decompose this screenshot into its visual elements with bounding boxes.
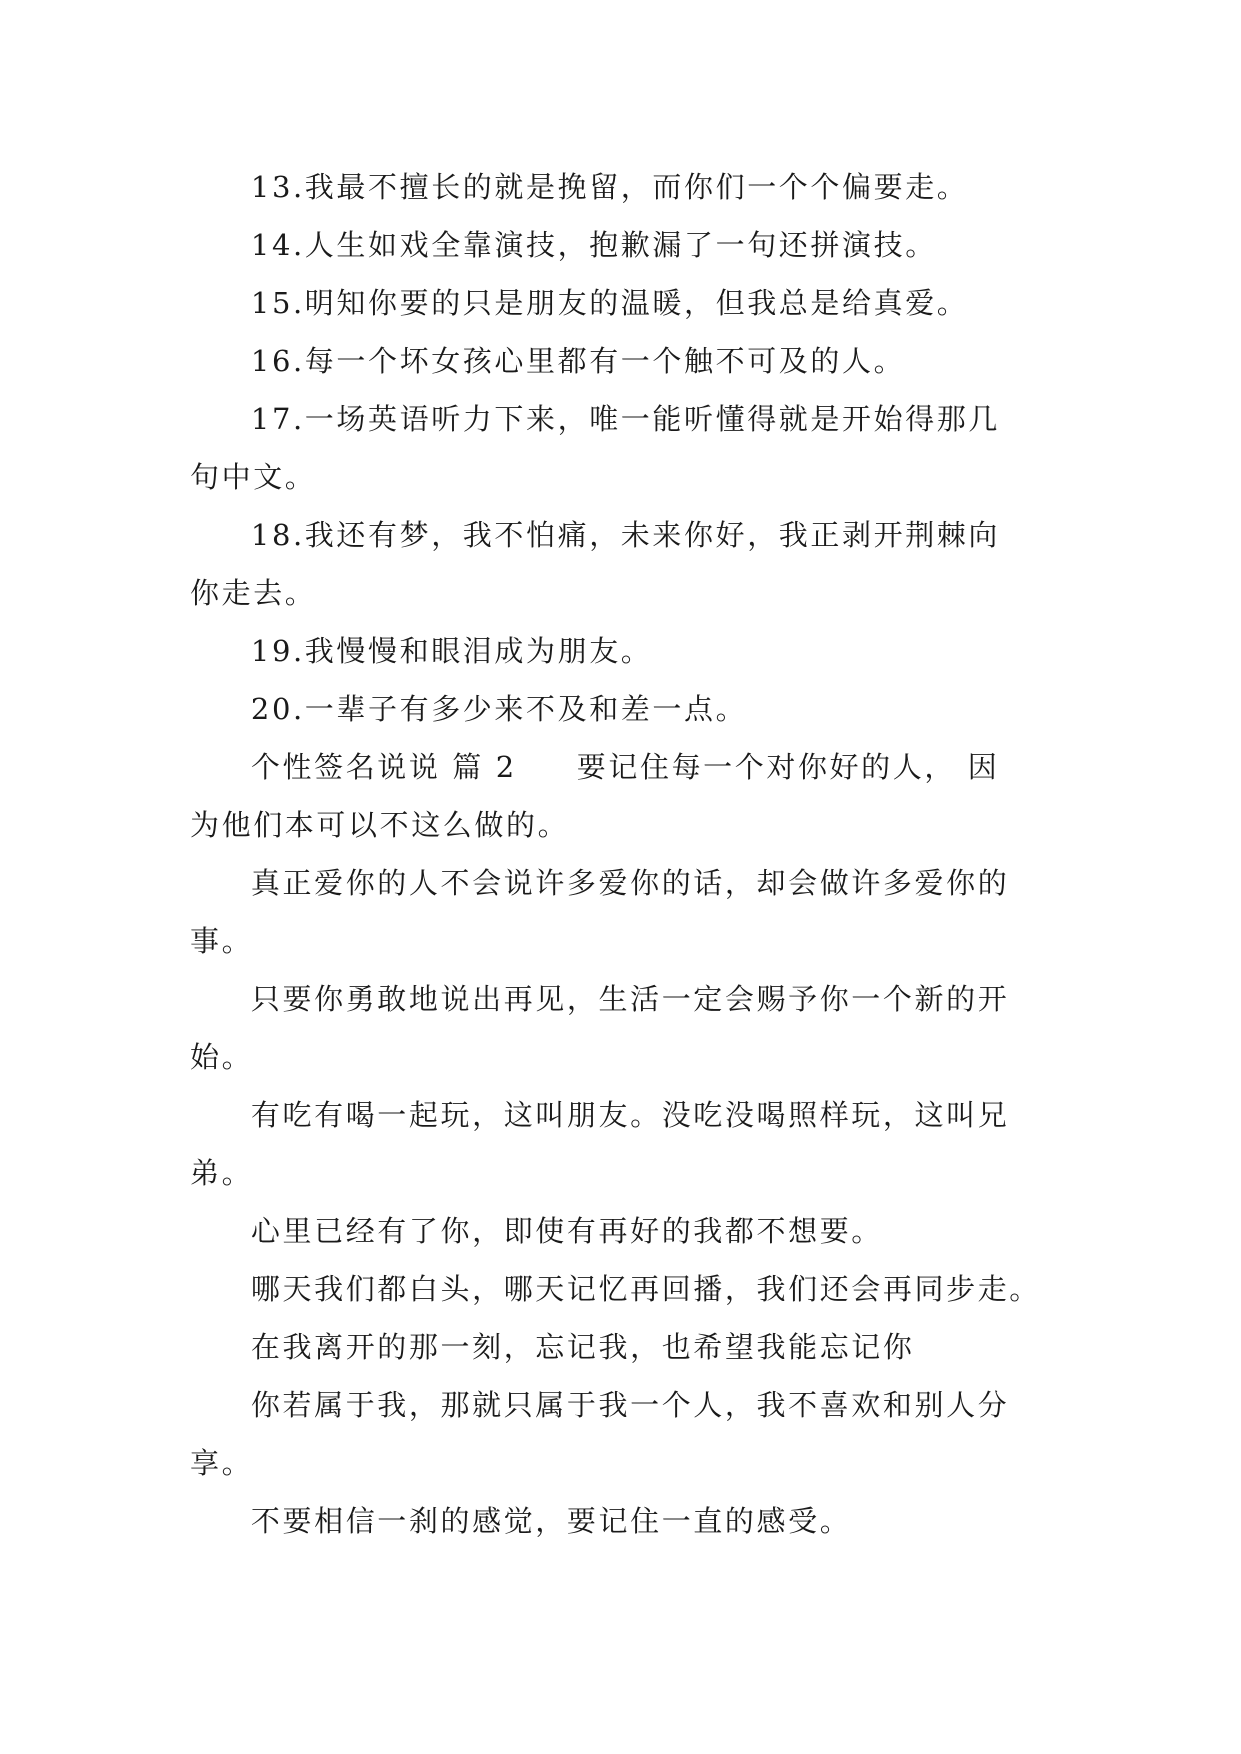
paragraph-line: 哪天我们都白头，哪天记忆再回播，我们还会再同步走。: [250, 1272, 1041, 1306]
paragraph: [190, 1492, 1056, 1550]
paragraph-line: 真正爱你的人不会说许多爱你的话，却会做许多爱你的: [250, 866, 1010, 900]
paragraph: [190, 1202, 1056, 1260]
paragraph-line: 事。: [190, 924, 254, 958]
paragraph: [190, 506, 1056, 622]
paragraph: [190, 854, 1056, 970]
paragraph: [190, 970, 1056, 1086]
paragraph: [190, 1086, 1056, 1202]
paragraph-line: 不要相信一刹的感觉，要记住一直的感受。: [250, 1504, 852, 1538]
paragraph-line: 19.我慢慢和眼泪成为朋友。: [250, 634, 653, 668]
section-first-text: 要记住每一个对你好的人， 因: [576, 750, 1000, 784]
paragraph-line: 只要你勇敢地说出再见，生活一定会赐予你一个新的开: [250, 982, 1010, 1016]
paragraph-line: 20.一辈子有多少来不及和差一点。: [250, 692, 748, 726]
paragraph: [190, 274, 1056, 332]
paragraph-line: 17.一场英语听力下来，唯一能听懂得就是开始得那几: [250, 402, 1001, 436]
paragraph-line: 享。: [190, 1446, 254, 1480]
paragraph-line: [190, 738, 1056, 796]
paragraph: [190, 622, 1056, 680]
paragraph-line: 句中文。: [190, 460, 317, 494]
paragraph: [190, 216, 1056, 274]
paragraph: [190, 1318, 1056, 1376]
paragraph: [190, 332, 1056, 390]
paragraph-line: 始。: [190, 1040, 254, 1074]
paragraph-line: 心里已经有了你，即使有再好的我都不想要。: [250, 1214, 883, 1248]
paragraph: [190, 158, 1056, 216]
paragraph-line: 15.明知你要的只是朋友的温暖，但我总是给真爱。: [250, 286, 969, 320]
paragraph-line: 有吃有喝一起玩，这叫朋友。没吃没喝照样玩，这叫兄: [250, 1098, 1010, 1132]
section-heading: 个性签名说说 篇 2: [250, 750, 517, 784]
paragraph: [190, 1376, 1056, 1492]
paragraph-line: 你走去。: [190, 576, 317, 610]
section-paragraph: [190, 738, 1056, 854]
paragraph-line: 为他们本可以不这么做的。: [190, 808, 570, 842]
document-body: [190, 158, 1056, 1550]
paragraph-line: 18.我还有梦，我不怕痛，未来你好，我正剥开荆棘向: [250, 518, 1001, 552]
paragraph-line: 弟。: [190, 1156, 254, 1190]
paragraph-line: 13.我最不擅长的就是挽留，而你们一个个偏要走。: [250, 170, 969, 204]
paragraph: [190, 1260, 1056, 1318]
paragraph-line: 14.人生如戏全靠演技，抱歉漏了一句还拼演技。: [250, 228, 937, 262]
paragraph-line: 在我离开的那一刻，忘记我，也希望我能忘记你: [250, 1330, 915, 1364]
paragraph-line: 16.每一个坏女孩心里都有一个触不可及的人。: [250, 344, 906, 378]
paragraph-line: 你若属于我，那就只属于我一个人，我不喜欢和别人分: [250, 1388, 1010, 1422]
paragraph: [190, 390, 1056, 506]
paragraph: [190, 680, 1056, 738]
